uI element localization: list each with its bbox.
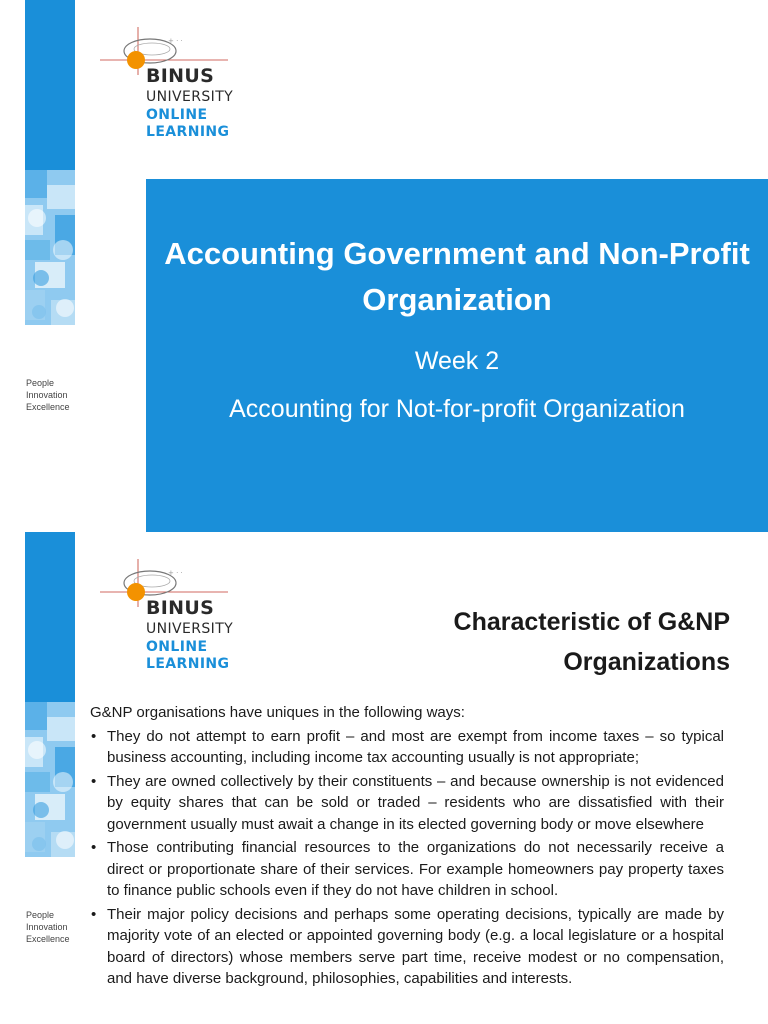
svg-text:+ · ·: + · ·	[168, 37, 183, 45]
bullet-item: • Their major policy decisions and perhaps some operating decisions, typically are made by majority vote of an elected or appointed governing body (e.g. a local legislature or a hospital board of directors) whose members serve part time, receive modest or no compensation, and have diverse background, philosophies, capabilities and interests.	[90, 904, 724, 990]
svg-text:+ · ·: + · ·	[168, 569, 183, 577]
decorative-sidebar	[25, 532, 75, 892]
tagline-line: Excellence	[26, 934, 70, 944]
mosaic-pattern	[25, 532, 75, 892]
tagline-line: Excellence	[26, 402, 70, 412]
decorative-sidebar	[25, 0, 75, 360]
tagline-line: People	[26, 910, 55, 920]
tagline-line: Innovation	[26, 390, 68, 400]
logo-line-learning: LEARNING	[146, 656, 230, 672]
logo-line-learning: LEARNING	[146, 124, 230, 140]
slide-title: Characteristic of G&NP Organizations	[453, 608, 730, 676]
bullet-list	[90, 726, 724, 990]
intro-text: G&NP organisations have uniques in the following ways:	[90, 704, 465, 721]
logo-line-university: UNIVERSITY	[146, 621, 234, 637]
tagline-line: Innovation	[26, 922, 68, 932]
tagline-line: People	[26, 378, 55, 388]
tagline	[26, 909, 70, 945]
bullet-item: • They do not attempt to earn profit – and most are exempt from income taxes – so typical business accounting, including income tax accounting usually is not appropriate;	[90, 726, 724, 769]
mosaic-pattern	[25, 0, 75, 360]
title-box	[146, 179, 768, 532]
bullet-item: • Those contributing financial resources to the organizations do not necessarily receive a direct or proportionate share of their services. For example homeowners pay property taxes to finance public schools even if they do not have children in school.	[90, 837, 724, 902]
logo-line-binus: BINUS	[146, 65, 215, 87]
slide-subtitle: Accounting for Not-for-profit Organization	[229, 395, 685, 423]
slide-2	[0, 532, 768, 1024]
logo-line-binus: BINUS	[146, 597, 215, 619]
logo-line-online: ONLINE	[146, 107, 208, 123]
logo-line-online: ONLINE	[146, 639, 208, 655]
slide-title: Accounting Government and Non-Profit Organization	[164, 236, 750, 317]
bullet-item: • They are owned collectively by their constituents – and because ownership is not evidenced by equity shares that can be sold or traded – residents who are dissatisfied with their government usually must await a change in its elected governing body or move elsewhere	[90, 771, 724, 836]
binus-logo	[98, 25, 248, 145]
logo-line-university: UNIVERSITY	[146, 89, 234, 105]
slide-body	[90, 702, 724, 992]
tagline	[26, 377, 70, 413]
binus-logo	[98, 557, 248, 677]
week-label: Week 2	[414, 347, 500, 375]
